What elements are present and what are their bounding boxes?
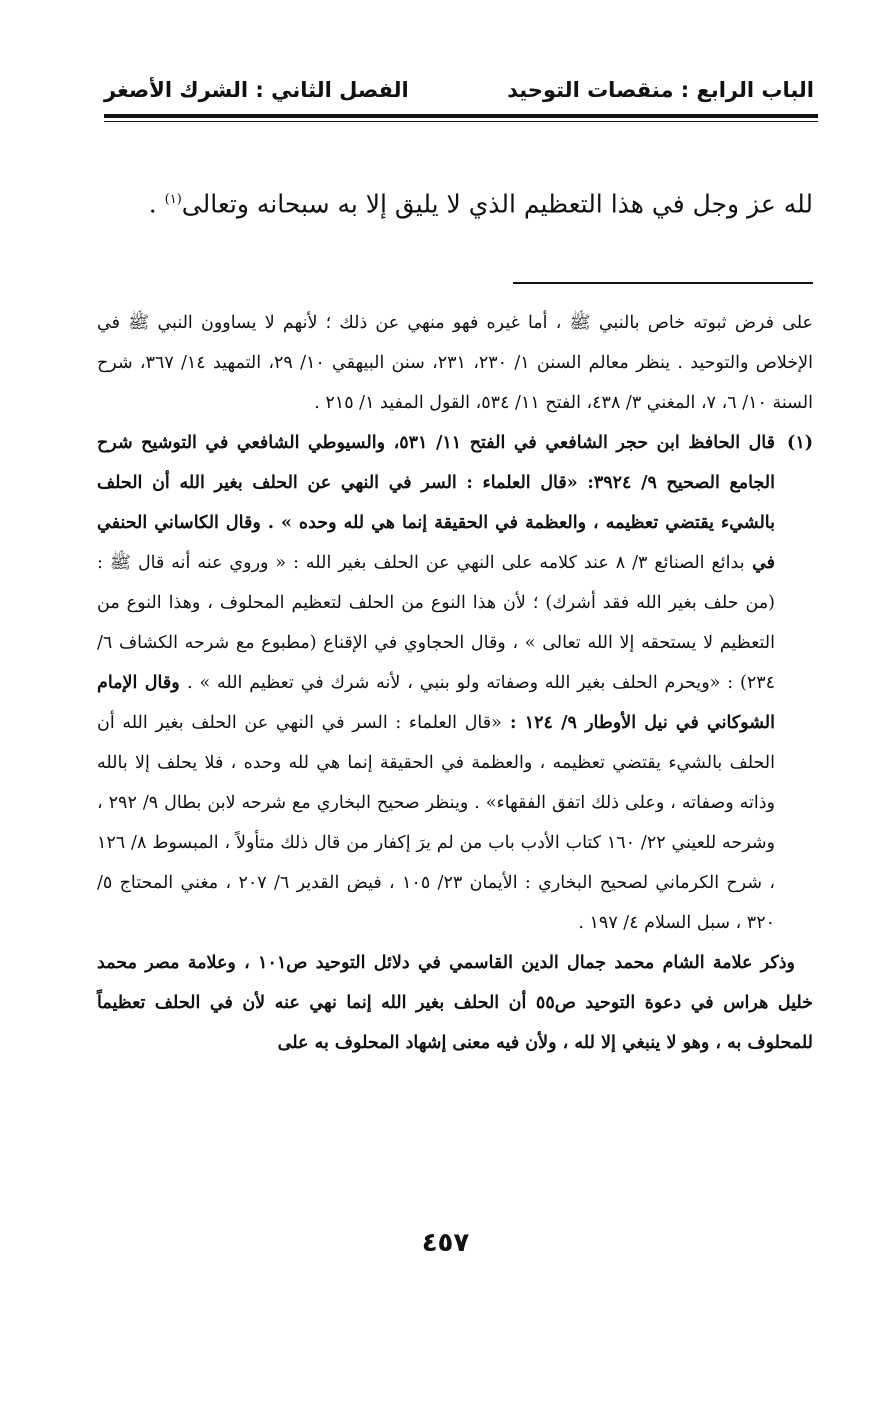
footnote-text: «قال العلماء : السر في النهي عن الحلف بغير الله أن الحلف بالشيء يقتضي تعظيمه ، والعظمة في الحقيقة إنما هي لله وحده ، فلا يحلف إلا بالله وذاته وصفاته ، وعلى ذلك اتفق الفقهاء» . وينظر صحيح البخاري مع شرحه لابن بطال ٩/ ٢٩٢ ، وشرحه للعيني ٢٢/ ١٦٠ كتاب الأدب باب من لم يرَ إكفار من قال ذلك متأولاً ، المبسوط ٨/ ١٢٦ ، شرح الكرماني لصحيح البخاري : الأيمان ٢٣/ ١٠٥ ، فيض القدير ٦/ ٢٠٧ ، مغني المحتاج ٥/ ٣٢٠ ، سبل السلام ٤/ ١٩٧ .	[97, 713, 776, 933]
header-chapter-title: الباب الرابع : منقصات التوحيد	[507, 78, 814, 102]
footnote-text-bold: قال الحافظ ابن حجر الشافعي في الفتح ١١/ ٥٣١، والسيوطي الشافعي في التوشيح شرح الجامع الصحيح ٩/ ٣٩٢٤: «قال العلماء : السر في النهي عن الحلف بغير الله أن الحلف بالشيء يقتضي تعظيمه ، والعظمة في الحقيقة إنما هي لله وحده » . وقال الكاساني الحنفي في	[97, 433, 776, 573]
running-header	[104, 70, 814, 110]
footnote-text: بدائع الصنائع ٣/ ٨ عند كلامه على النهي عن الحلف بغير الله : « وروي عنه أنه قال ﷺ : (من حلف بغير الله فقد أشرك) ؛ لأن هذا النوع من الحلف لتعظيم المحلوف ، وهذا النوع من التعظيم لا يستحقه إلا الله تعالى » ، وقال الحجاوي في الإقناع (مطبوع مع شرحه الكشاف ٦/ ٢٣٤) : «ويحرم الحلف بغير الله وصفاته ولو بنبي ، لأنه شرك في تعظيم الله » .	[97, 553, 776, 693]
footnote-text-bold: وقال الإمام الشوكاني في نيل الأوطار ٩/ ١٢٤ :	[97, 673, 775, 733]
footnote-separator	[513, 282, 813, 284]
header-section-title: الفصل الثاني : الشرك الأصغر	[104, 78, 409, 102]
page-number: ٤٥٧	[421, 1228, 470, 1258]
footnote-1	[97, 423, 813, 943]
footnote-continuation: على فرض ثبوته خاص بالنبي ﷺ ، أما غيره فهو منهي عن ذلك ؛ لأنهم لا يساوون النبي ﷺ في الإخلاص والتوحيد . ينظر معالم السنن ١/ ٢٣٠، ٢٣١، سنن البيهقي ١٠/ ٢٩، التمهيد ١٤/ ٣٦٧، شرح السنة ١٠/ ٦، ٧، المغني ٣/ ٤٣٨، الفتح ١١/ ٥٣٤، القول المفيد ١/ ٢١٥ .	[97, 313, 813, 413]
main-text-end: .	[148, 189, 165, 219]
footnote-body	[97, 423, 775, 943]
main-text	[103, 178, 813, 226]
footnote-number: (١)	[787, 433, 813, 453]
header-rule	[104, 114, 818, 118]
main-text-line: لله عز وجل في هذا التعظيم الذي لا يليق إلا به سبحانه وتعالى	[181, 189, 813, 219]
footnotes	[97, 303, 813, 1063]
header-rule-thin	[104, 121, 818, 122]
footnote-paragraph: وذكر علامة الشام محمد جمال الدين القاسمي في دلائل التوحيد ص١٠١ ، وعلامة مصر محمد خليل هراس في دعوة التوحيد ص٥٥ أن الحلف بغير الله إنما نهي عنه لأن في الحلف تعظيماً للمحلوف به ، وهو لا ينبغي إلا لله ، ولأن فيه معنى إشهاد المحلوف به على	[97, 953, 813, 1053]
footnote-reference: (١)	[164, 192, 182, 207]
